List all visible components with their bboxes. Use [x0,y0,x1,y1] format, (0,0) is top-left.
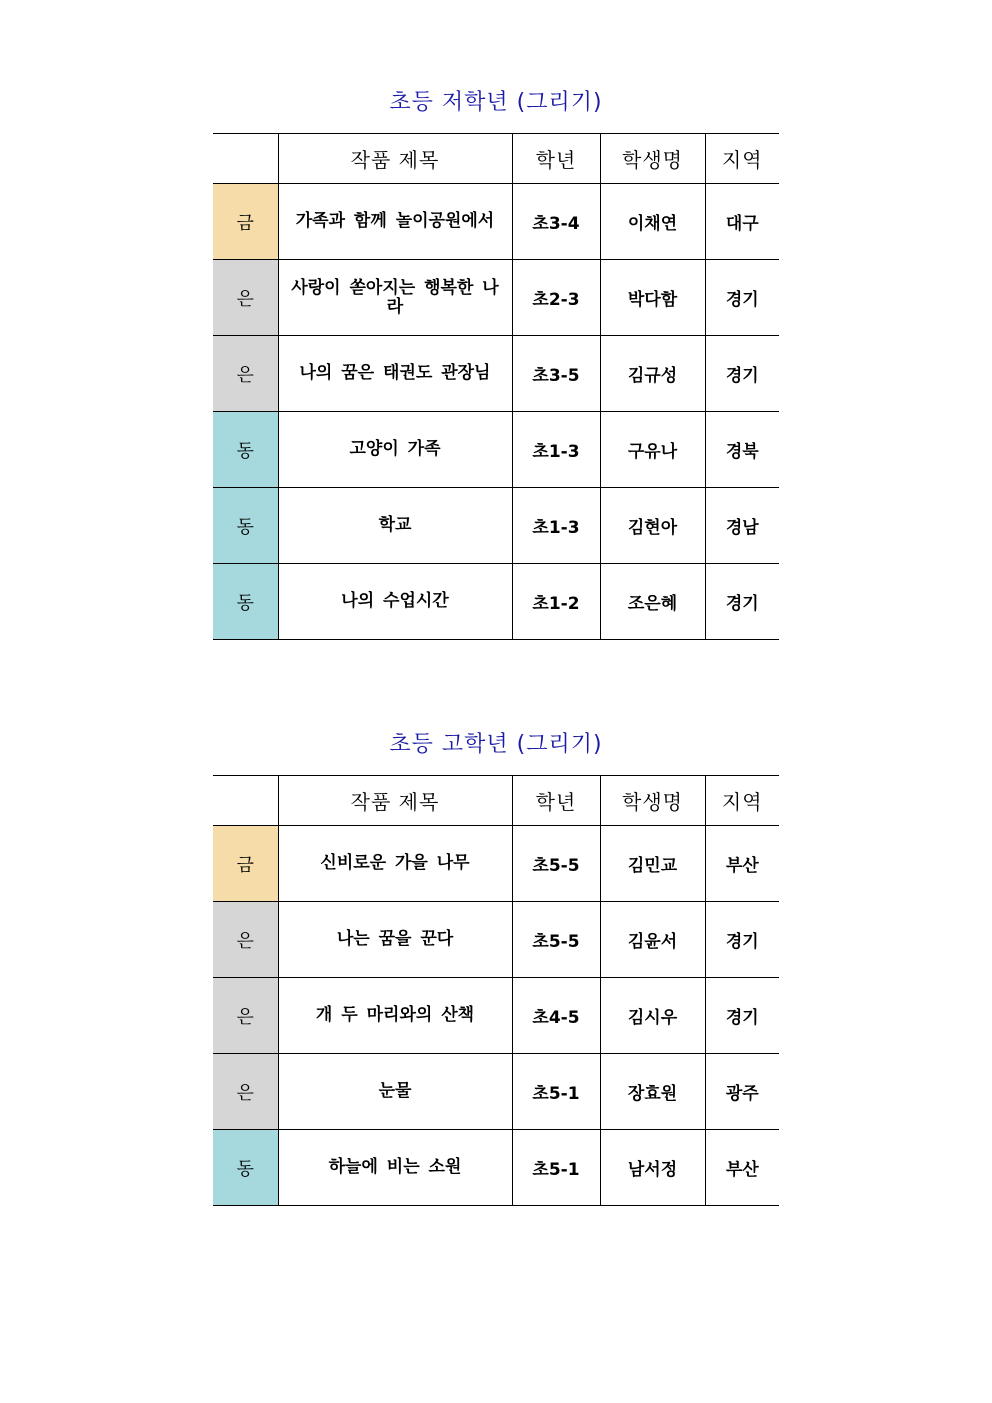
region-cell: 대구 [705,184,779,260]
section-title-upper-grades: 초등 고학년 (그리기) [389,732,603,757]
grade-cell: 초1-3 [512,412,600,488]
student-name: 김규성 [600,336,705,412]
region-cell: 광주 [705,1054,779,1130]
medal-cell: 동 [213,1130,278,1206]
header-medal [213,776,278,826]
student-name: 이채연 [600,184,705,260]
section-title-lower-grades: 초등 저학년 (그리기) [389,90,603,115]
medal-cell: 동 [213,564,278,640]
student-name: 김민교 [600,826,705,902]
region-cell: 경기 [705,564,779,640]
grade-cell: 초2-3 [512,260,600,336]
header-title: 작품 제목 [278,134,512,184]
student-name: 김현아 [600,488,705,564]
medal-cell: 은 [213,978,278,1054]
table-row [213,336,779,412]
table-row [213,564,779,640]
table-row [213,184,779,260]
student-name: 구유나 [600,412,705,488]
artwork-title: 나의 수업시간 [278,564,512,640]
region-cell: 경기 [705,336,779,412]
grade-cell: 초5-5 [512,902,600,978]
artwork-title: 학교 [278,488,512,564]
header-student: 학생명 [600,134,705,184]
table-row [213,902,779,978]
grade-cell: 초3-4 [512,184,600,260]
header-region: 지역 [705,134,779,184]
artwork-title: 사랑이 쏟아지는 행복한 나라 [278,260,512,336]
student-name: 장효원 [600,1054,705,1130]
artwork-title: 하늘에 비는 소원 [278,1130,512,1206]
grade-cell: 초5-1 [512,1130,600,1206]
medal-cell: 금 [213,184,278,260]
student-name: 김윤서 [600,902,705,978]
medal-cell: 은 [213,902,278,978]
table-row [213,1054,779,1130]
medal-cell: 동 [213,412,278,488]
header-medal [213,134,278,184]
artwork-title: 신비로운 가을 나무 [278,826,512,902]
grade-cell: 초1-2 [512,564,600,640]
header-student: 학생명 [600,776,705,826]
medal-cell: 은 [213,336,278,412]
awards-table-lower-grades [213,133,779,640]
header-title: 작품 제목 [278,776,512,826]
grade-cell: 초1-3 [512,488,600,564]
header-region: 지역 [705,776,779,826]
artwork-title: 고양이 가족 [278,412,512,488]
region-cell: 부산 [705,826,779,902]
student-name: 박다함 [600,260,705,336]
artwork-title: 나는 꿈을 꾼다 [278,902,512,978]
region-cell: 경북 [705,412,779,488]
table-header-row [213,776,779,826]
grade-cell: 초5-5 [512,826,600,902]
artwork-title: 나의 꿈은 태권도 관장님 [278,336,512,412]
artwork-title: 눈물 [278,1054,512,1130]
table-row [213,260,779,336]
header-grade: 학년 [512,776,600,826]
grade-cell: 초4-5 [512,978,600,1054]
region-cell: 경기 [705,978,779,1054]
student-name: 남서정 [600,1130,705,1206]
table-row [213,978,779,1054]
table-row [213,412,779,488]
region-cell: 부산 [705,1130,779,1206]
medal-cell: 금 [213,826,278,902]
medal-cell: 동 [213,488,278,564]
artwork-title: 개 두 마리와의 산책 [278,978,512,1054]
region-cell: 경기 [705,902,779,978]
student-name: 김시우 [600,978,705,1054]
medal-cell: 은 [213,1054,278,1130]
table-row [213,826,779,902]
table-header-row [213,134,779,184]
student-name: 조은혜 [600,564,705,640]
medal-cell: 은 [213,260,278,336]
table-row [213,488,779,564]
region-cell: 경남 [705,488,779,564]
table-row [213,1130,779,1206]
grade-cell: 초5-1 [512,1054,600,1130]
awards-table-upper-grades [213,775,779,1206]
artwork-title: 가족과 함께 놀이공원에서 [278,184,512,260]
grade-cell: 초3-5 [512,336,600,412]
header-grade: 학년 [512,134,600,184]
region-cell: 경기 [705,260,779,336]
